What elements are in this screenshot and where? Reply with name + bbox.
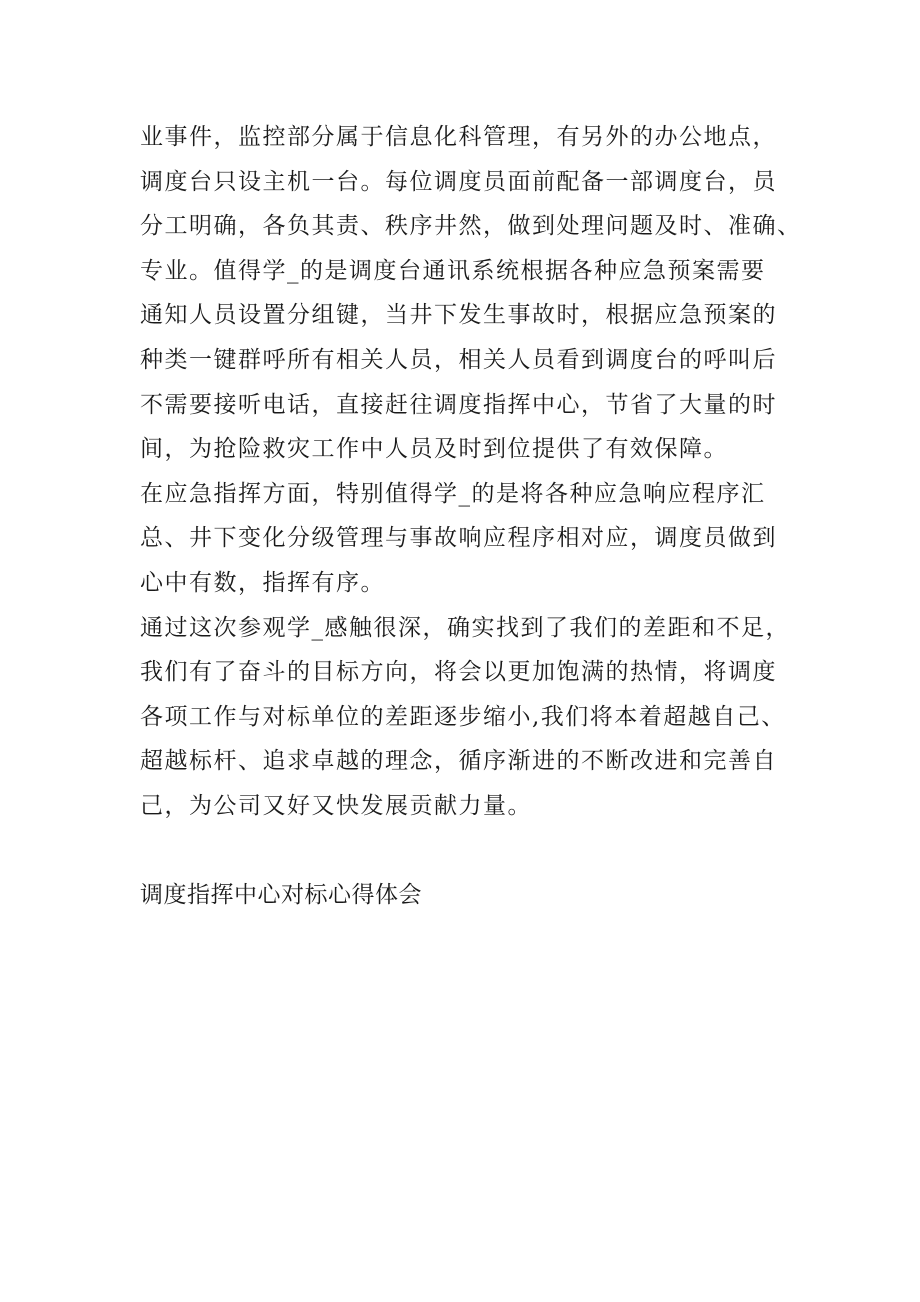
paragraph-line: 通过这次参观学_感触很深，确实找到了我们的差距和不足， (140, 614, 790, 641)
paragraph-line: 间，为抢险救灾工作中人员及时到位提供了有效保障。 (140, 436, 728, 463)
paragraph-line: 分工明确，各负其责、秩序井然，做到处理问题及时、准确、 (140, 213, 802, 240)
paragraph-spacer (140, 829, 785, 874)
paragraph-line: 专业。值得学_的是调度台通讯系统根据各种应急预案需要 (140, 257, 766, 284)
section-title: 调度指挥中心对标心得体会 (140, 882, 422, 909)
paragraph-line: 我们有了奋斗的目标方向，将会以更加饱满的热情，将调度 (140, 659, 777, 686)
paragraph-line: 在应急指挥方面，特别值得学_的是将各种应急响应程序汇 (140, 480, 766, 507)
paragraph-line: 心中有数，指挥有序。 (140, 569, 385, 596)
paragraph-line: 不需要接听电话，直接赶往调度指挥中心，节省了大量的时 (140, 391, 777, 418)
paragraph-line: 己，为公司又好又快发展贡献力量。 (140, 792, 532, 819)
paragraph-line: 种类一键群呼所有相关人员，相关人员看到调度台的呼叫后 (140, 346, 777, 373)
paragraph-1 (140, 115, 802, 472)
paragraph-line: 总、井下变化分级管理与事故响应程序相对应，调度员做到 (140, 525, 777, 552)
paragraph-line: 超越标杆、追求卓越的理念，循序渐进的不断改进和完善自 (140, 748, 777, 775)
paragraph-line: 通知人员设置分组键，当井下发生事故时，根据应急预案的 (140, 302, 777, 329)
paragraph-line: 各项工作与对标单位的差距逐步缩小,我们将本着超越自己、 (140, 703, 786, 730)
paragraph-2 (140, 472, 785, 606)
paragraph-3 (140, 606, 790, 829)
paragraph-line: 调度台只设主机一台。每位调度员面前配备一部调度台，员 (140, 168, 777, 195)
paragraph-line: 业事件，监控部分属于信息化科管理，有另外的办公地点， (140, 124, 777, 150)
document-body (140, 115, 802, 918)
